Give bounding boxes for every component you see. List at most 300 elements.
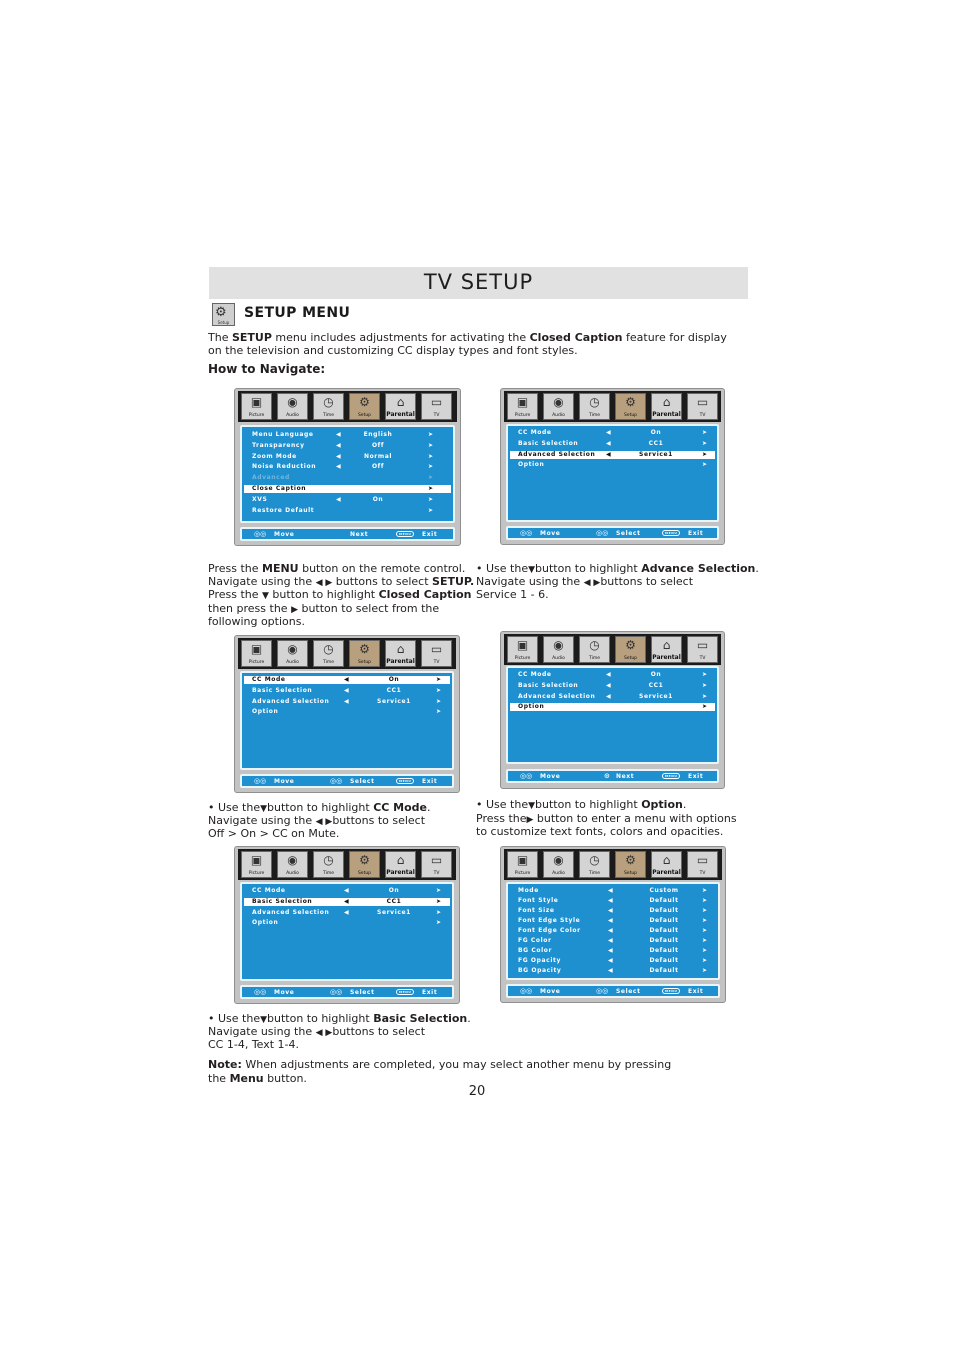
tab-label: TV [433, 871, 440, 876]
tab-picture[interactable] [507, 636, 538, 663]
menu-item-label: Basic Selection [252, 897, 313, 905]
menu-item[interactable] [510, 671, 715, 679]
tab-time[interactable] [313, 393, 344, 420]
left-arrow-icon[interactable]: ◀ [344, 686, 350, 694]
menu-item-label: CC Mode [518, 671, 552, 678]
down-arrow-icon: ▼ [262, 591, 269, 601]
setup-icon: ⚙ [625, 638, 636, 652]
menu-item-value: CC1 [386, 686, 402, 694]
menu-panel [506, 424, 719, 522]
menu-item-value: Default [649, 967, 679, 974]
menu-item[interactable] [244, 687, 450, 695]
right-arrow-icon[interactable]: ➤ [428, 463, 434, 471]
menu-item[interactable] [510, 693, 715, 701]
right-arrow-icon[interactable]: ➤ [702, 703, 708, 711]
setup-icon: ⚙ [359, 395, 370, 409]
footer-action-label: Select [616, 988, 641, 995]
right-arrow-icon[interactable]: ➤ [436, 676, 442, 683]
tab-parental[interactable] [651, 851, 682, 878]
time-icon: ◷ [589, 638, 600, 652]
section-title: SETUP MENU [244, 305, 351, 321]
tab-time[interactable] [313, 640, 344, 667]
time-icon: ◷ [323, 395, 334, 409]
right-arrow-icon[interactable]: ➤ [702, 681, 708, 689]
menu-item[interactable] [510, 927, 716, 935]
left-arrow-icon[interactable]: ◀ [336, 452, 342, 460]
menu-item[interactable] [510, 451, 715, 459]
menu-item-value: Off [371, 463, 385, 471]
menu-panel [240, 425, 455, 523]
tab-audio[interactable] [543, 636, 574, 663]
menu-item-label: BG Color [518, 947, 553, 954]
note-line-2: the Menu button. [208, 1072, 307, 1085]
left-arrow-icon[interactable]: ◀ [608, 967, 614, 974]
footer-action-label: Select [616, 530, 641, 537]
picture-icon: ▣ [250, 395, 263, 409]
tab-label: Audio [552, 871, 565, 876]
left-arrow-icon[interactable]: ◀ [344, 676, 350, 683]
move-buttons-icon: ◎◎ [254, 777, 267, 785]
left-arrow-icon[interactable]: ◀ [606, 671, 612, 678]
right-arrow-icon[interactable]: ➤ [702, 692, 708, 700]
menu-item[interactable] [510, 947, 716, 955]
footer-exit-label: Exit [688, 773, 704, 780]
tab-picture[interactable] [507, 851, 538, 878]
setup-icon: ⚙ [359, 853, 370, 867]
left-arrow-icon[interactable]: ◀ [608, 927, 614, 934]
menu-item-label: Font Edge Color [518, 927, 581, 934]
menu-item-value: Custom [649, 887, 679, 894]
select-buttons-icon: ◎◎ [596, 529, 609, 537]
menu-item[interactable] [510, 682, 715, 690]
footer-action-label: Select [350, 778, 375, 785]
time-icon: ◷ [323, 642, 334, 656]
right-arrow-icon[interactable]: ➤ [702, 907, 708, 914]
menu-footer [240, 985, 454, 999]
page-title-bar [209, 267, 748, 299]
caption-4-line-3: to customize text fonts, colors and opacities. [476, 825, 724, 838]
right-arrow-icon[interactable]: ➤ [428, 431, 434, 438]
right-arrow-icon[interactable]: ➤ [702, 450, 708, 458]
caption-4-line-1: • Use the▼button to highlight Option. [476, 798, 687, 811]
footer-move-label: Move [540, 988, 561, 995]
time-icon: ◷ [589, 853, 600, 867]
tab-time[interactable] [579, 636, 610, 663]
picture-icon: ▣ [516, 638, 529, 652]
menu-item-label: Basic Selection [518, 439, 579, 447]
footer-move-label: Move [540, 530, 561, 537]
menu-footer [240, 527, 455, 541]
right-arrow-icon[interactable]: ➤ [436, 897, 442, 905]
caption-2-line-3: Service 1 - 6. [476, 588, 549, 601]
menu-item[interactable] [510, 907, 716, 915]
tab-label: Audio [286, 413, 299, 418]
menu-item[interactable] [510, 429, 715, 437]
menu-item-value: Default [649, 917, 679, 924]
how-to-heading: How to Navigate: [208, 362, 326, 376]
select-buttons-icon: ◎◎ [596, 987, 609, 995]
caption-5-line-1: • Use the▼button to highlight Basic Selection. [208, 1012, 471, 1025]
menu-item-label: Advanced Selection [518, 692, 596, 700]
menu-item-label: FG Color [518, 937, 552, 944]
tab-label: Parental [652, 411, 681, 418]
menu-item-label: BG Opacity [518, 967, 562, 974]
caption-4-line-2: Press the▶ button to enter a menu with options [476, 812, 737, 825]
tab-parental[interactable] [651, 636, 682, 663]
left-arrow-icon[interactable]: ◀ [336, 495, 342, 503]
menu-item-label: CC Mode [252, 887, 286, 894]
left-arrow-icon[interactable]: ◀ [606, 450, 612, 458]
tv-icon: ▭ [430, 853, 443, 867]
tv-screen-font-options [500, 846, 726, 1003]
right-arrow-icon: ▶ [291, 605, 298, 615]
footer-exit-label: Exit [688, 530, 704, 537]
footer-exit-label: Exit [688, 988, 704, 995]
menu-item-value: CC1 [648, 681, 664, 689]
tab-tv[interactable] [421, 393, 452, 420]
tab-setup[interactable] [349, 393, 380, 420]
picture-icon: ▣ [516, 853, 529, 867]
caption-1-line-4: then press the ▶ button to select from the [208, 602, 440, 615]
tab-label: Audio [552, 413, 565, 418]
move-buttons-icon: ◎◎ [254, 530, 267, 538]
tab-label: Time [588, 656, 600, 661]
menu-item[interactable] [510, 917, 716, 925]
menu-item-value: On [388, 676, 400, 683]
menu-item-value: Service1 [377, 697, 411, 705]
right-arrow-icon[interactable]: ➤ [428, 485, 434, 492]
menu-button-icon: MENU [396, 778, 414, 784]
menu-item-label: XVS [252, 495, 268, 503]
menu-item[interactable] [244, 909, 450, 917]
menu-item[interactable] [510, 937, 716, 945]
tab-label: Picture [248, 413, 265, 418]
tab-parental[interactable] [385, 851, 416, 878]
right-arrow-icon[interactable]: ➤ [702, 887, 708, 894]
tv-icon: ▭ [696, 395, 709, 409]
menu-item[interactable] [244, 698, 450, 706]
tab-label: Audio [552, 656, 565, 661]
tab-label: Parental [386, 658, 415, 665]
menu-item[interactable] [244, 507, 451, 515]
tab-picture[interactable] [241, 393, 272, 420]
caption-1-line-1: Press the MENU button on the remote control. [208, 562, 466, 575]
right-arrow-icon[interactable]: ➤ [702, 429, 708, 436]
right-arrow-icon[interactable]: ➤ [436, 887, 442, 894]
audio-icon: ◉ [287, 642, 298, 656]
left-right-arrows-icon: ◀ ▶ [315, 578, 333, 588]
right-arrow-icon[interactable]: ➤ [428, 441, 434, 449]
down-arrow-icon: ▼ [260, 1015, 268, 1025]
tab-audio[interactable] [543, 851, 574, 878]
right-arrow-icon[interactable]: ➤ [436, 708, 442, 716]
tv-icon: ▭ [696, 638, 709, 652]
tab-audio[interactable] [277, 393, 308, 420]
caption-3-line-2: Navigate using the ◀ ▶buttons to select [208, 814, 426, 827]
menu-item-value: Default [649, 957, 679, 964]
tab-picture[interactable] [507, 393, 538, 420]
left-arrow-icon[interactable]: ◀ [606, 439, 612, 447]
move-buttons-icon: ◎◎ [254, 988, 267, 996]
tab-time[interactable] [579, 393, 610, 420]
tv-icon: ▭ [430, 642, 443, 656]
right-arrow-icon[interactable]: ➤ [436, 697, 442, 705]
move-buttons-icon: ◎◎ [520, 772, 533, 780]
tab-label: Picture [248, 871, 265, 876]
tab-label: TV [699, 413, 706, 418]
left-arrow-icon[interactable]: ◀ [344, 908, 350, 916]
tv-screen-setup-main [234, 388, 461, 546]
menu-item-value: On [650, 429, 662, 436]
right-arrow-icon[interactable]: ➤ [702, 671, 708, 678]
tab-label: Picture [514, 871, 531, 876]
tab-tv[interactable] [421, 640, 452, 667]
left-right-arrows-icon: ◀ ▶ [315, 817, 333, 827]
picture-icon: ▣ [250, 642, 263, 656]
menu-item-value: CC1 [648, 439, 664, 447]
menu-item-value: On [372, 495, 384, 503]
time-icon: ◷ [589, 395, 600, 409]
right-arrow-icon[interactable]: ➤ [702, 439, 708, 447]
right-arrow-icon[interactable]: ➤ [436, 919, 442, 927]
menu-panel [240, 671, 454, 770]
left-arrow-icon[interactable]: ◀ [344, 887, 350, 894]
menu-item-value: Default [649, 927, 679, 934]
right-arrow-icon[interactable]: ➤ [428, 474, 434, 482]
right-arrow-icon[interactable]: ➤ [436, 686, 442, 694]
left-arrow-icon[interactable]: ◀ [608, 937, 614, 944]
tv-icon: ▭ [696, 853, 709, 867]
right-arrow-icon[interactable]: ➤ [702, 947, 708, 954]
menu-item-label: Font Size [518, 907, 555, 914]
menu-item[interactable] [244, 496, 451, 504]
menu-item-label: Zoom Mode [252, 452, 297, 460]
left-arrow-icon[interactable]: ◀ [608, 887, 614, 894]
menu-item[interactable] [244, 474, 451, 482]
menu-item[interactable] [510, 440, 715, 448]
tab-label: Setup [357, 660, 372, 665]
menu-item-value: Default [649, 947, 679, 954]
footer-move-label: Move [274, 989, 295, 996]
right-arrow-icon[interactable]: ➤ [702, 927, 708, 934]
audio-icon: ◉ [287, 395, 298, 409]
parental-icon: ⌂ [396, 642, 405, 656]
right-arrow-icon: ▶ [526, 815, 534, 825]
tab-label: Picture [248, 660, 265, 665]
menu-panel [240, 882, 454, 981]
tab-setup[interactable] [615, 851, 646, 878]
menu-item[interactable] [244, 431, 451, 439]
tab-tv[interactable] [687, 636, 718, 663]
tv-screen-advanced-selection [500, 388, 725, 545]
menu-item-value: On [388, 887, 400, 894]
tab-label: Audio [286, 871, 299, 876]
menu-item-label: Basic Selection [252, 686, 313, 694]
menu-item-label: Advanced Selection [252, 697, 330, 705]
menu-item[interactable] [244, 708, 450, 716]
tab-audio[interactable] [277, 851, 308, 878]
menu-item[interactable] [244, 919, 450, 927]
menu-footer [506, 526, 719, 540]
tab-label: Time [322, 871, 334, 876]
menu-item[interactable] [510, 461, 715, 469]
menu-item-label: Option [252, 919, 279, 927]
audio-icon: ◉ [553, 638, 564, 652]
tab-label: TV [433, 660, 440, 665]
down-arrow-icon: ▼ [528, 801, 536, 811]
menu-item[interactable] [510, 897, 716, 905]
note-line-1: Note: When adjustments are completed, you may select another menu by pressing [208, 1058, 672, 1071]
tab-label: Picture [514, 413, 531, 418]
tab-label: Setup [623, 413, 638, 418]
menu-item-label: Menu Language [252, 431, 314, 438]
menu-item[interactable] [510, 703, 715, 711]
menu-item[interactable] [244, 463, 451, 471]
menu-item-value: Default [649, 897, 679, 904]
right-arrow-icon[interactable]: ➤ [436, 908, 442, 916]
tab-setup[interactable] [349, 851, 380, 878]
parental-icon: ⌂ [662, 395, 671, 409]
left-arrow-icon[interactable]: ◀ [344, 897, 350, 905]
menu-item-value: Service1 [639, 450, 673, 458]
menu-item[interactable] [510, 887, 716, 895]
tab-parental[interactable] [651, 393, 682, 420]
tab-setup[interactable] [349, 640, 380, 667]
tab-label: TV [699, 871, 706, 876]
menu-item-label: Option [518, 703, 545, 711]
menu-panel [506, 666, 719, 764]
menu-item[interactable] [244, 453, 451, 461]
tab-audio[interactable] [277, 640, 308, 667]
menu-item-value: Service1 [639, 692, 673, 700]
menu-item-label: Mode [518, 887, 539, 894]
tab-label: Setup [357, 871, 372, 876]
tab-audio[interactable] [543, 393, 574, 420]
right-arrow-icon[interactable]: ➤ [702, 461, 708, 469]
setup-icon: ⚙ [625, 395, 636, 409]
tab-label: Time [322, 413, 334, 418]
footer-exit-label: Exit [422, 989, 438, 996]
ok-button-icon: ⊙ [604, 772, 610, 780]
menu-item[interactable] [244, 485, 451, 493]
right-arrow-icon[interactable]: ➤ [702, 957, 708, 964]
menu-button-icon: MENU [662, 773, 680, 779]
menu-item-label: Noise Reduction [252, 463, 317, 471]
left-arrow-icon[interactable]: ◀ [606, 429, 612, 436]
move-buttons-icon: ◎◎ [520, 529, 533, 537]
tab-picture[interactable] [241, 640, 272, 667]
tab-tv[interactable] [687, 851, 718, 878]
menu-item-label: Option [252, 708, 279, 716]
left-arrow-icon[interactable]: ◀ [336, 463, 342, 471]
left-arrow-icon[interactable]: ◀ [336, 431, 342, 438]
left-arrow-icon[interactable]: ◀ [344, 697, 350, 705]
tab-picture[interactable] [241, 851, 272, 878]
tab-label: Setup [623, 871, 638, 876]
setup-icon-label: Setup [217, 320, 230, 325]
tab-label: Time [322, 660, 334, 665]
setup-gear-icon: ⚙ Setup [212, 303, 235, 326]
menu-item-label: Close Caption [252, 485, 307, 492]
menu-button-icon: MENU [662, 530, 680, 536]
menu-item[interactable] [510, 957, 716, 965]
menu-item-label: Restore Default [252, 506, 315, 514]
menu-item-label: Option [518, 461, 545, 469]
right-arrow-icon[interactable]: ➤ [702, 937, 708, 944]
page-number: 20 [468, 1084, 486, 1099]
left-arrow-icon[interactable]: ◀ [608, 897, 614, 904]
tab-label: Time [588, 871, 600, 876]
tab-label: Setup [623, 656, 638, 661]
menu-item[interactable] [510, 967, 716, 975]
menu-item-value: English [363, 431, 393, 438]
menu-item-label: Transparency [252, 441, 305, 449]
left-arrow-icon[interactable]: ◀ [608, 907, 614, 914]
menu-item[interactable] [244, 442, 451, 450]
move-buttons-icon: ◎◎ [520, 987, 533, 995]
menu-item-value: On [650, 671, 662, 678]
setup-icon: ⚙ [359, 642, 370, 656]
right-arrow-icon[interactable]: ➤ [702, 967, 708, 974]
menu-item[interactable] [244, 676, 450, 684]
footer-exit-label: Exit [422, 778, 438, 785]
menu-tab-bar [238, 391, 457, 422]
tab-parental[interactable] [385, 640, 416, 667]
menu-item-label: Font Edge Style [518, 917, 581, 924]
select-buttons-icon: ◎◎ [330, 777, 343, 785]
tab-time[interactable] [313, 851, 344, 878]
footer-action-label: Next [616, 773, 635, 780]
left-arrow-icon[interactable]: ◀ [608, 957, 614, 964]
menu-tab-bar [504, 391, 721, 422]
tab-tv[interactable] [421, 851, 452, 878]
menu-panel [506, 882, 720, 980]
left-arrow-icon[interactable]: ◀ [606, 681, 612, 689]
left-arrow-icon[interactable]: ◀ [608, 917, 614, 924]
intro-line-2: on the television and customizing CC display types and font styles. [208, 344, 578, 357]
select-buttons-icon: ◎◎ [330, 988, 343, 996]
right-arrow-icon[interactable]: ➤ [428, 495, 434, 503]
right-arrow-icon[interactable]: ➤ [702, 897, 708, 904]
right-arrow-icon[interactable]: ➤ [428, 452, 434, 460]
menu-footer [506, 984, 720, 998]
menu-tab-bar [504, 634, 721, 665]
menu-item[interactable] [244, 887, 450, 895]
tv-screen-option [500, 631, 725, 789]
right-arrow-icon[interactable]: ➤ [428, 506, 434, 514]
menu-item[interactable] [244, 898, 450, 906]
left-right-arrows-icon: ◀ ▶ [315, 1028, 333, 1038]
tab-time[interactable] [579, 851, 610, 878]
menu-item-label: FG Opacity [518, 957, 561, 964]
tv-screen-basic-selection [234, 846, 460, 1004]
left-arrow-icon[interactable]: ◀ [336, 441, 342, 449]
left-arrow-icon[interactable]: ◀ [606, 692, 612, 700]
tab-setup[interactable] [615, 393, 646, 420]
menu-item-label: Advanced Selection [518, 450, 596, 458]
tab-tv[interactable] [687, 393, 718, 420]
caption-5-line-3: CC 1-4, Text 1-4. [208, 1038, 300, 1051]
tab-setup[interactable] [615, 636, 646, 663]
right-arrow-icon[interactable]: ➤ [702, 917, 708, 924]
left-right-arrows-icon: ◀ ▶ [583, 578, 601, 588]
menu-item-label: Advanced Selection [252, 908, 330, 916]
menu-item-value: Normal [363, 452, 393, 460]
left-arrow-icon[interactable]: ◀ [608, 947, 614, 954]
tab-parental[interactable] [385, 393, 416, 420]
parental-icon: ⌂ [662, 853, 671, 867]
menu-footer [240, 774, 454, 788]
